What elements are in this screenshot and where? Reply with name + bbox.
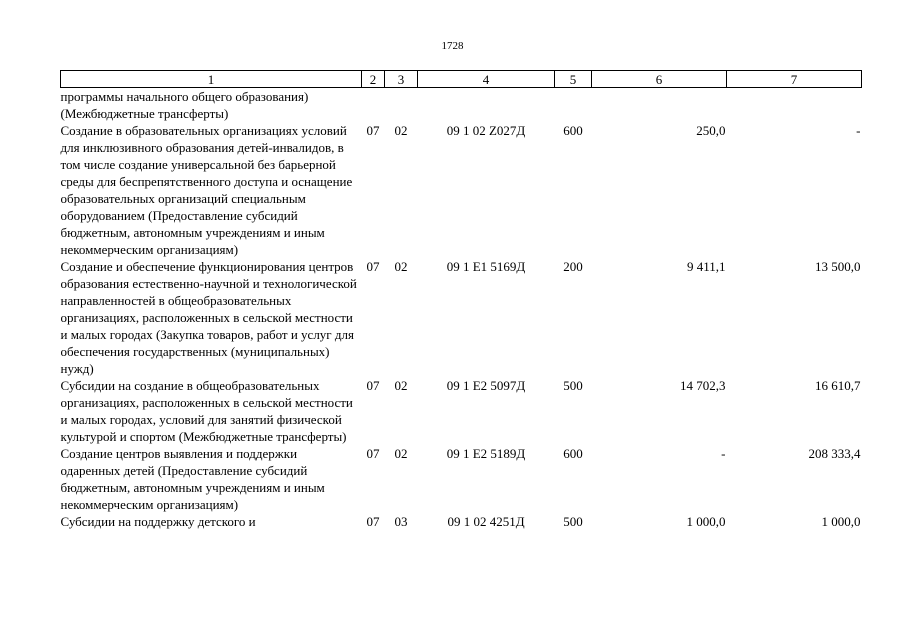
- row-section: [362, 88, 385, 123]
- table-header-row: [61, 71, 862, 88]
- row-subsection: 02: [394, 378, 408, 393]
- row-amount-1: 14 702,3: [680, 378, 726, 393]
- page-number: 1728: [441, 40, 464, 52]
- row-amount-1: -: [721, 446, 726, 461]
- row-expense-type: [555, 88, 592, 123]
- row-name: Субсидии на поддержку детского и: [60, 514, 256, 529]
- table-row: [61, 445, 862, 513]
- row-section: 07: [366, 378, 380, 393]
- table-row: [61, 258, 862, 377]
- row-subsection: 02: [394, 446, 408, 461]
- header-col-4: 4: [418, 71, 555, 88]
- row-section: 07: [366, 446, 380, 461]
- row-amount-1: [592, 88, 727, 123]
- row-subsection: 02: [394, 123, 408, 138]
- header-col-1: 1: [61, 71, 362, 88]
- row-name: Создание в образовательных организациях условий для инклюзивного образования детей-инвалидов, в том числе создание универсальной без барьерной среды для беспрепятственного доступа и оснащение образовательных организаций специальным оборудованием (Предоставление субсидий бюджетным, автономным учреждениям и иным некоммерческим организациям): [60, 123, 353, 257]
- table-row: [61, 377, 862, 445]
- row-target-code: 09 1 E1 5169Д: [446, 259, 526, 274]
- row-target-code: [418, 88, 555, 123]
- row-amount-2: [727, 88, 862, 123]
- row-amount-1: 1 000,0: [686, 514, 726, 529]
- row-name: программы начального общего образования) (Межбюджетные трансферты): [60, 89, 309, 121]
- row-subsection: 02: [394, 259, 408, 274]
- row-name: Создание и обеспечение функционирования центров образования естественно-научной и технологической направленностей в общеобразовательных организациях, расположенных в сельской местности и малых городах (Закупка товаров, работ и услуг для обеспечения государственных (муниципальных) нужд): [60, 259, 357, 376]
- header-col-3: 3: [385, 71, 418, 88]
- row-amount-1: 9 411,1: [686, 259, 726, 274]
- row-target-code: 09 1 02 4251Д: [447, 514, 525, 529]
- header-col-2: 2: [362, 71, 385, 88]
- row-subsection: 03: [394, 514, 408, 529]
- table-row: [61, 122, 862, 258]
- row-name: Создание центров выявления и поддержки одаренных детей (Предоставление субсидий бюджетным, автономным учреждениям и иным некоммерческим организациям): [60, 446, 325, 512]
- header-col-7: 7: [727, 71, 862, 88]
- row-expense-type: 600: [563, 123, 583, 138]
- row-amount-2: 13 500,0: [815, 259, 861, 274]
- row-target-code: 09 1 E2 5189Д: [446, 446, 526, 461]
- row-expense-type: 600: [563, 446, 583, 461]
- row-expense-type: 500: [563, 514, 583, 529]
- row-section: 07: [366, 123, 380, 138]
- row-name: Субсидии на создание в общеобразовательных организациях, расположенных в сельской местности и малых городах, условий для занятий физической культурой и спортом (Межбюджетные трансферты): [60, 378, 353, 444]
- row-target-code: 09 1 E2 5097Д: [446, 378, 526, 393]
- row-section: 07: [366, 259, 380, 274]
- row-section: 07: [366, 514, 380, 529]
- row-amount-2: -: [856, 123, 861, 138]
- row-amount-1: 250,0: [696, 123, 726, 138]
- row-amount-2: 1 000,0: [821, 514, 861, 529]
- row-expense-type: 200: [563, 259, 583, 274]
- row-amount-2: 208 333,4: [808, 446, 861, 461]
- row-subsection: [385, 88, 418, 123]
- table-row: [61, 513, 862, 530]
- row-expense-type: 500: [563, 378, 583, 393]
- header-col-6: 6: [592, 71, 727, 88]
- row-amount-2: 16 610,7: [815, 378, 861, 393]
- row-target-code: 09 1 02 Z027Д: [446, 123, 526, 138]
- budget-table: [60, 70, 862, 530]
- header-col-5: 5: [555, 71, 592, 88]
- table-row: [61, 88, 862, 123]
